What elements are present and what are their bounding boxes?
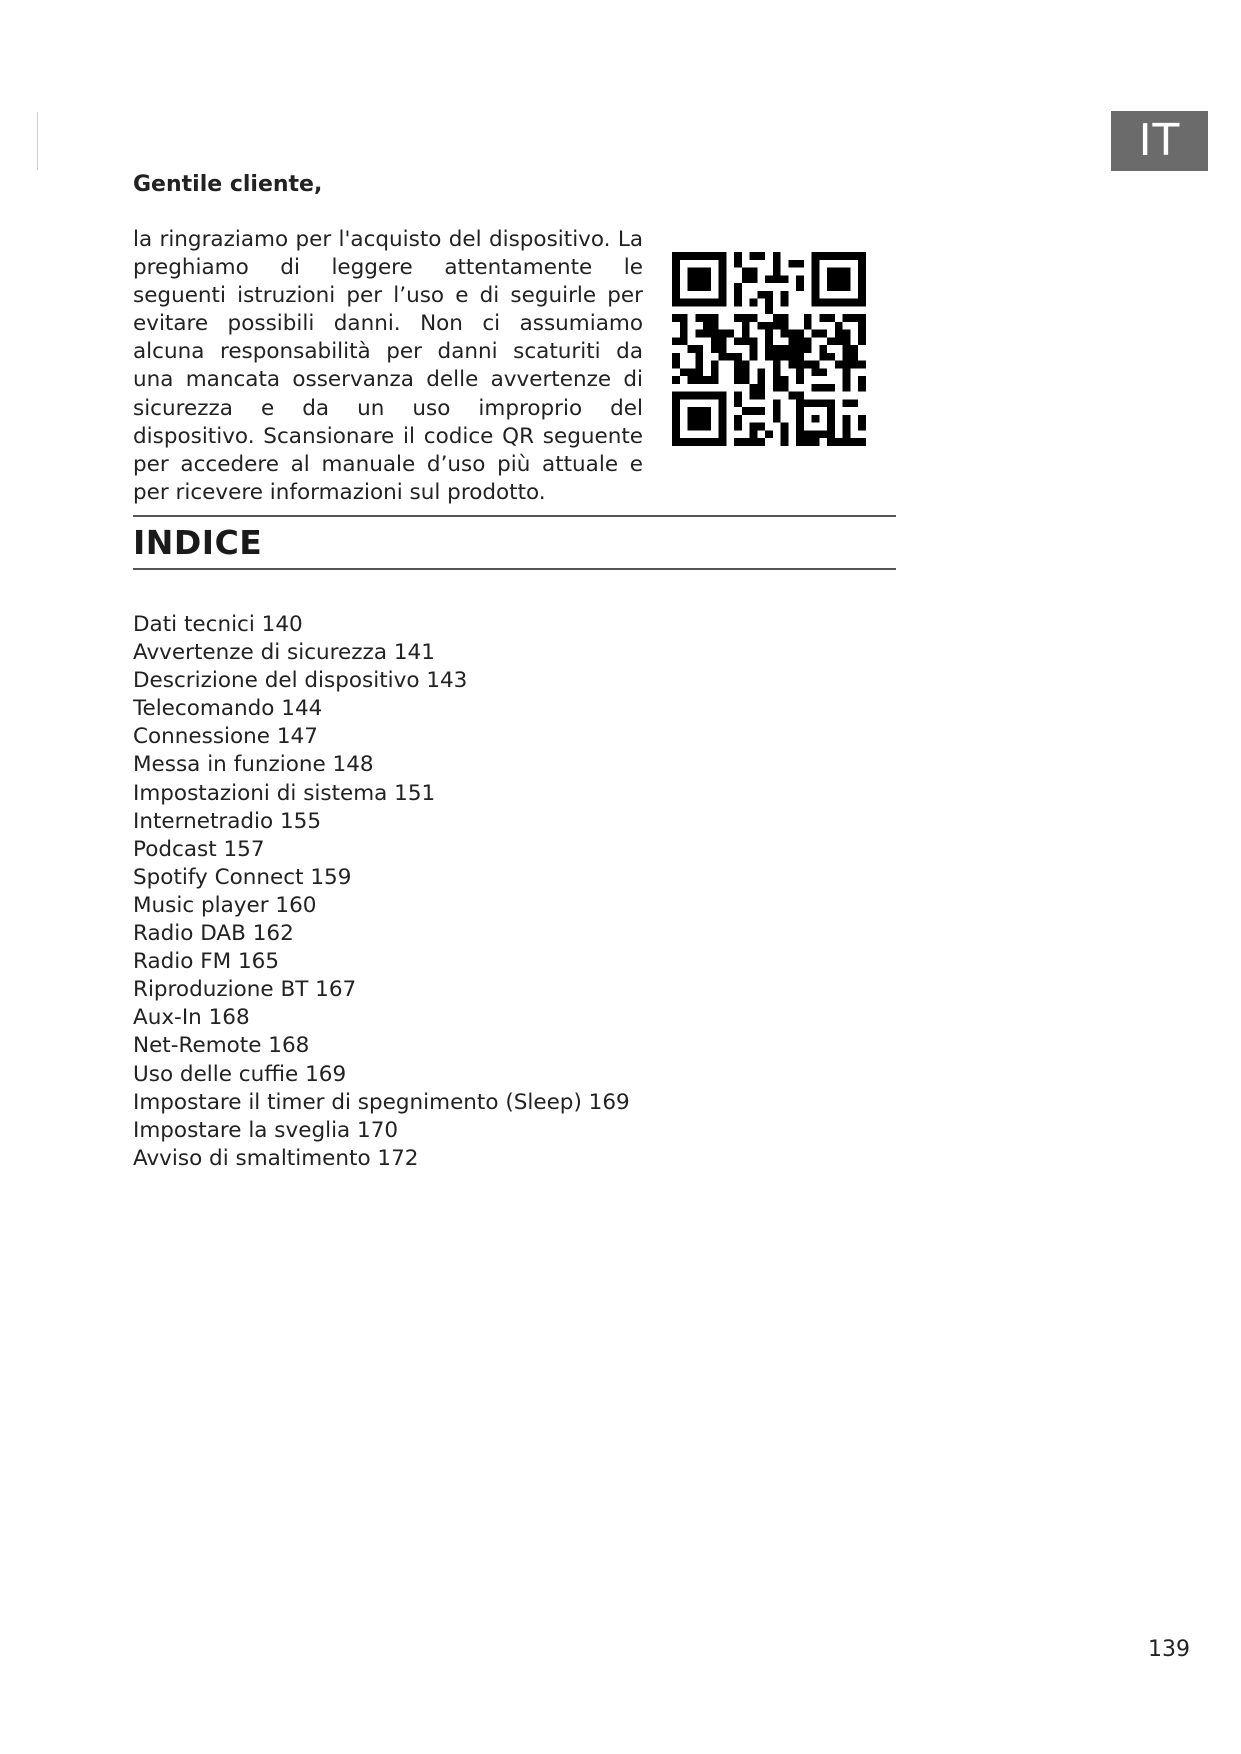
greeting-heading: Gentile cliente,	[133, 172, 323, 197]
toc-entry: Telecomando 144	[133, 696, 323, 722]
toc-entry: Radio FM 165	[133, 949, 280, 975]
index-heading: INDICE	[133, 523, 263, 562]
toc-entry: Avvertenze di sicurezza 141	[133, 640, 435, 666]
toc-entry: Connessione 147	[133, 724, 318, 750]
toc-entry: Messa in funzione 148	[133, 752, 374, 778]
toc-entry: Internetradio 155	[133, 808, 322, 834]
intro-paragraph: la ringraziamo per l'acquisto del dispositivo. La preghiamo di leggere attentamente le seguenti istruzioni per l’uso e di seguirle per evitare possibili danni. Non ci assumiamo alcuna responsabilità per danni scaturiti da una mancata osservanza delle avvertenze di sicurezza e da un uso improprio del dispositivo. Scansionare il codice QR seguente per accedere al manuale d’uso più attuale e per ricevere informazioni sul prodotto.	[133, 227, 643, 505]
toc-entry: Radio DAB 162	[133, 921, 294, 947]
page-number: 139	[1148, 1637, 1190, 1662]
toc-entry: Riproduzione BT 167	[133, 977, 357, 1003]
toc-entry: Impostare la sveglia 170	[133, 1117, 399, 1143]
toc-entry: Impostazioni di sistema 151	[133, 780, 436, 806]
toc-entry: Spotify Connect 159	[133, 864, 352, 890]
toc-entry: Avviso di smaltimento 172	[133, 1145, 419, 1171]
toc-entry: Uso delle cuffie 169	[133, 1061, 347, 1087]
language-badge: IT	[1111, 111, 1208, 171]
margin-line	[37, 112, 38, 170]
qr-code-image	[672, 252, 866, 446]
index-bottom-rule	[133, 568, 896, 570]
table-of-contents	[133, 611, 630, 1173]
toc-entry: Dati tecnici 140	[133, 612, 303, 637]
toc-entry: Net-Remote 168	[133, 1033, 310, 1059]
index-top-rule	[133, 515, 896, 517]
toc-entry: Aux-In 168	[133, 1005, 250, 1031]
toc-entry: Descrizione del dispositivo 143	[133, 668, 468, 694]
toc-entry: Impostare il timer di spegnimento (Sleep) 169	[133, 1089, 630, 1115]
toc-entry: Music player 160	[133, 892, 317, 918]
toc-entry: Podcast 157	[133, 836, 265, 862]
